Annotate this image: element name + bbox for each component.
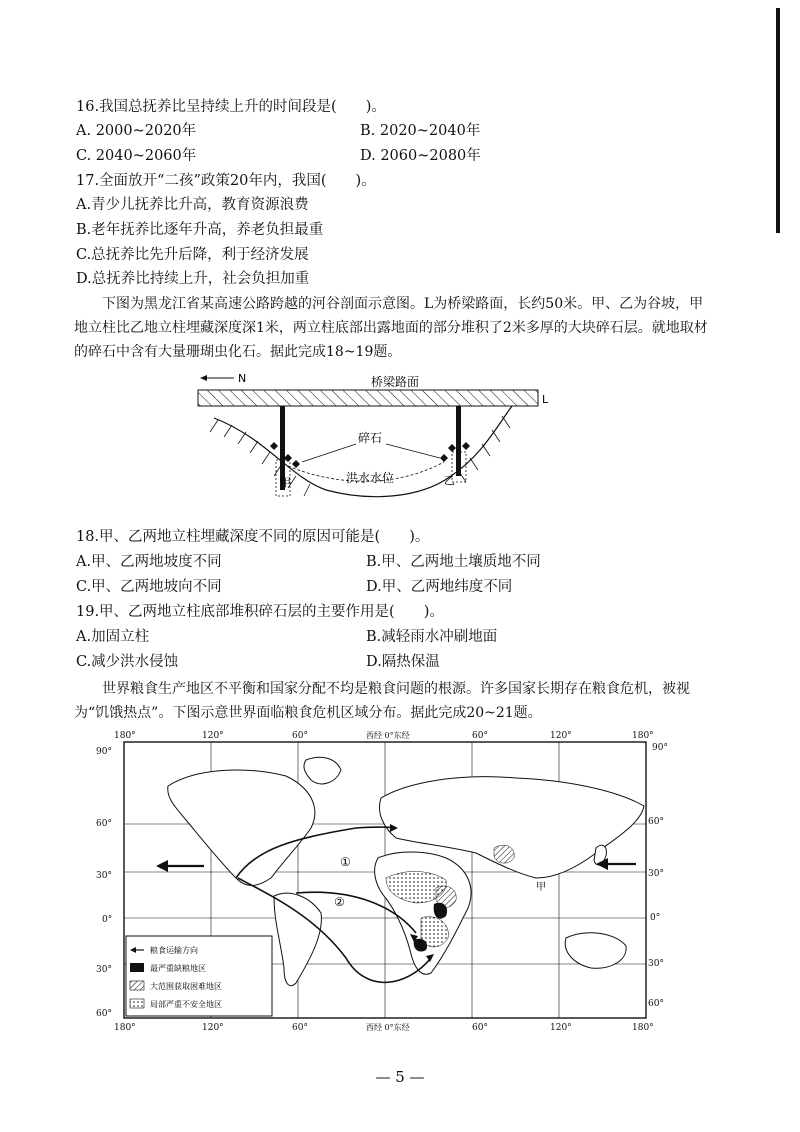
north-label: N [238, 372, 247, 385]
top-lon-120e: 120° [550, 731, 572, 741]
left-lat-60s: 60° [96, 1009, 112, 1019]
jia-label: 甲 [280, 476, 291, 489]
question-18-option-c: C.甲、乙两地坡向不同 [76, 579, 222, 595]
question-17-option-a: A.青少儿抚养比升高，教育资源浪费 [76, 197, 309, 213]
north-arrow-icon [200, 375, 234, 381]
bottom-lon-0: 西经 0°东经 [366, 1023, 410, 1032]
legend-local: 局部严重不安全地区 [150, 1000, 222, 1009]
right-lat-30s: 30° [648, 959, 664, 969]
valley-cross-section-figure [196, 368, 566, 518]
route-1-label: ① [340, 855, 351, 869]
right-lat-0: 0° [650, 913, 661, 923]
legend-swatch-wide [130, 981, 144, 990]
pillar-yi [456, 406, 461, 476]
question-16-option-a: A. 2000~2020年 [76, 123, 197, 139]
bottom-lon-180w: 180° [114, 1023, 136, 1033]
left-lat-30s: 30° [96, 965, 112, 975]
bottom-lon-60e: 60° [472, 1023, 488, 1033]
question-17-option-b: B.老年抚养比逐年升高，养老负担最重 [76, 222, 324, 238]
left-lat-30n: 30° [96, 871, 112, 881]
left-lat-0: 0° [102, 915, 113, 925]
question-16-option-c: C. 2040~2060年 [76, 148, 197, 164]
bottom-lon-120w: 120° [202, 1023, 224, 1033]
top-lon-180w: 180° [114, 731, 136, 741]
right-lat-60s: 60° [648, 999, 664, 1009]
question-19-option-c: C.减少洪水侵蚀 [76, 654, 179, 670]
question-16-stem: 16.我国总抚养比呈持续上升的时间段是( )。 [76, 99, 386, 115]
place-jia-label: 甲 [536, 882, 546, 893]
top-lon-60e: 60° [472, 731, 488, 741]
bottom-lon-180e: 180° [632, 1023, 654, 1033]
question-16-option-d: D. 2060~2080年 [360, 148, 481, 164]
question-17-option-d: D.总抚养比持续上升，社会负担加重 [76, 271, 310, 287]
top-lon-180e: 180° [632, 731, 654, 741]
question-19-stem: 19.甲、乙两地立柱底部堆积碎石层的主要作用是( )。 [76, 604, 444, 620]
question-19-option-d: D.隔热保温 [366, 654, 440, 670]
question-17-option-c: C.总抚养比先升后降，利于经济发展 [76, 247, 309, 263]
right-lat-30n: 30° [648, 869, 664, 879]
question-19-option-a: A.加固立柱 [76, 629, 150, 645]
top-lon-0: 西经 0°东经 [366, 731, 410, 740]
legend-severe: 最严重缺粮地区 [150, 964, 206, 973]
map-legend [126, 936, 272, 1016]
page-edge-bar [776, 8, 780, 233]
question-18-option-b: B.甲、乙两地土壤质地不同 [366, 554, 541, 570]
top-lon-120w: 120° [202, 731, 224, 741]
question-18-option-d: D.甲、乙两地纬度不同 [366, 579, 513, 595]
bridge-deck [198, 390, 538, 406]
question-17-stem: 17.全面放开“二孩”政策20年内，我国( )。 [76, 173, 376, 189]
bridge-deck-label: 桥梁路面 [371, 375, 420, 389]
legend-swatch-local [130, 999, 144, 1008]
wide-access-difficulty-region-asia [494, 845, 514, 863]
world-food-crisis-map [96, 728, 676, 1038]
left-lat-60n: 60° [96, 819, 112, 829]
right-lat-90n: 90° [652, 743, 668, 753]
intro-paragraph-18-19: 下图为黑龙江省某高速公路跨越的河谷剖面示意图。L为桥梁路面，长约50米。甲、乙为谷坡，甲地立柱比乙地立柱埋藏深度深1米，两立柱底部出露地面的部分堆积了2米多厚的大块碎石层。就地取材的碎石中含有大量珊瑚虫化石。据此完成18~19题。 [74, 296, 708, 360]
question-19-option-b: B.减轻雨水冲刷地面 [366, 629, 498, 645]
bottom-lon-60w: 60° [292, 1023, 308, 1033]
legend-transport: 粮食运输方向 [150, 946, 198, 955]
intro-paragraph-20-21: 世界粮食生产地区不平衡和国家分配不均是粮食问题的根源。许多国家长期存在粮食危机，被视为“饥饿热点”。下图示意世界面临粮食危机区域分布。据此完成20~21题。 [74, 681, 690, 721]
legend-wide: 大范围获取困难地区 [150, 982, 222, 991]
route-2-label: ② [334, 895, 345, 909]
yi-label: 乙 [444, 474, 455, 487]
question-16-option-b: B. 2020~2040年 [360, 123, 481, 139]
gravel-label: 碎石 [358, 431, 383, 445]
left-lat-90n: 90° [96, 747, 112, 757]
page-number: — 5 — [375, 1068, 425, 1086]
top-lon-60w: 60° [292, 731, 308, 741]
right-lat-60n: 60° [648, 817, 664, 827]
legend-swatch-severe [130, 963, 144, 972]
bottom-lon-120e: 120° [550, 1023, 572, 1033]
question-18-stem: 18.甲、乙两地立柱埋藏深度不同的原因可能是( )。 [76, 529, 430, 545]
flood-level-label: 洪水水位 [346, 471, 395, 485]
question-18-option-a: A.甲、乙两地坡度不同 [76, 554, 222, 570]
bridge-l-label: L [542, 393, 549, 406]
